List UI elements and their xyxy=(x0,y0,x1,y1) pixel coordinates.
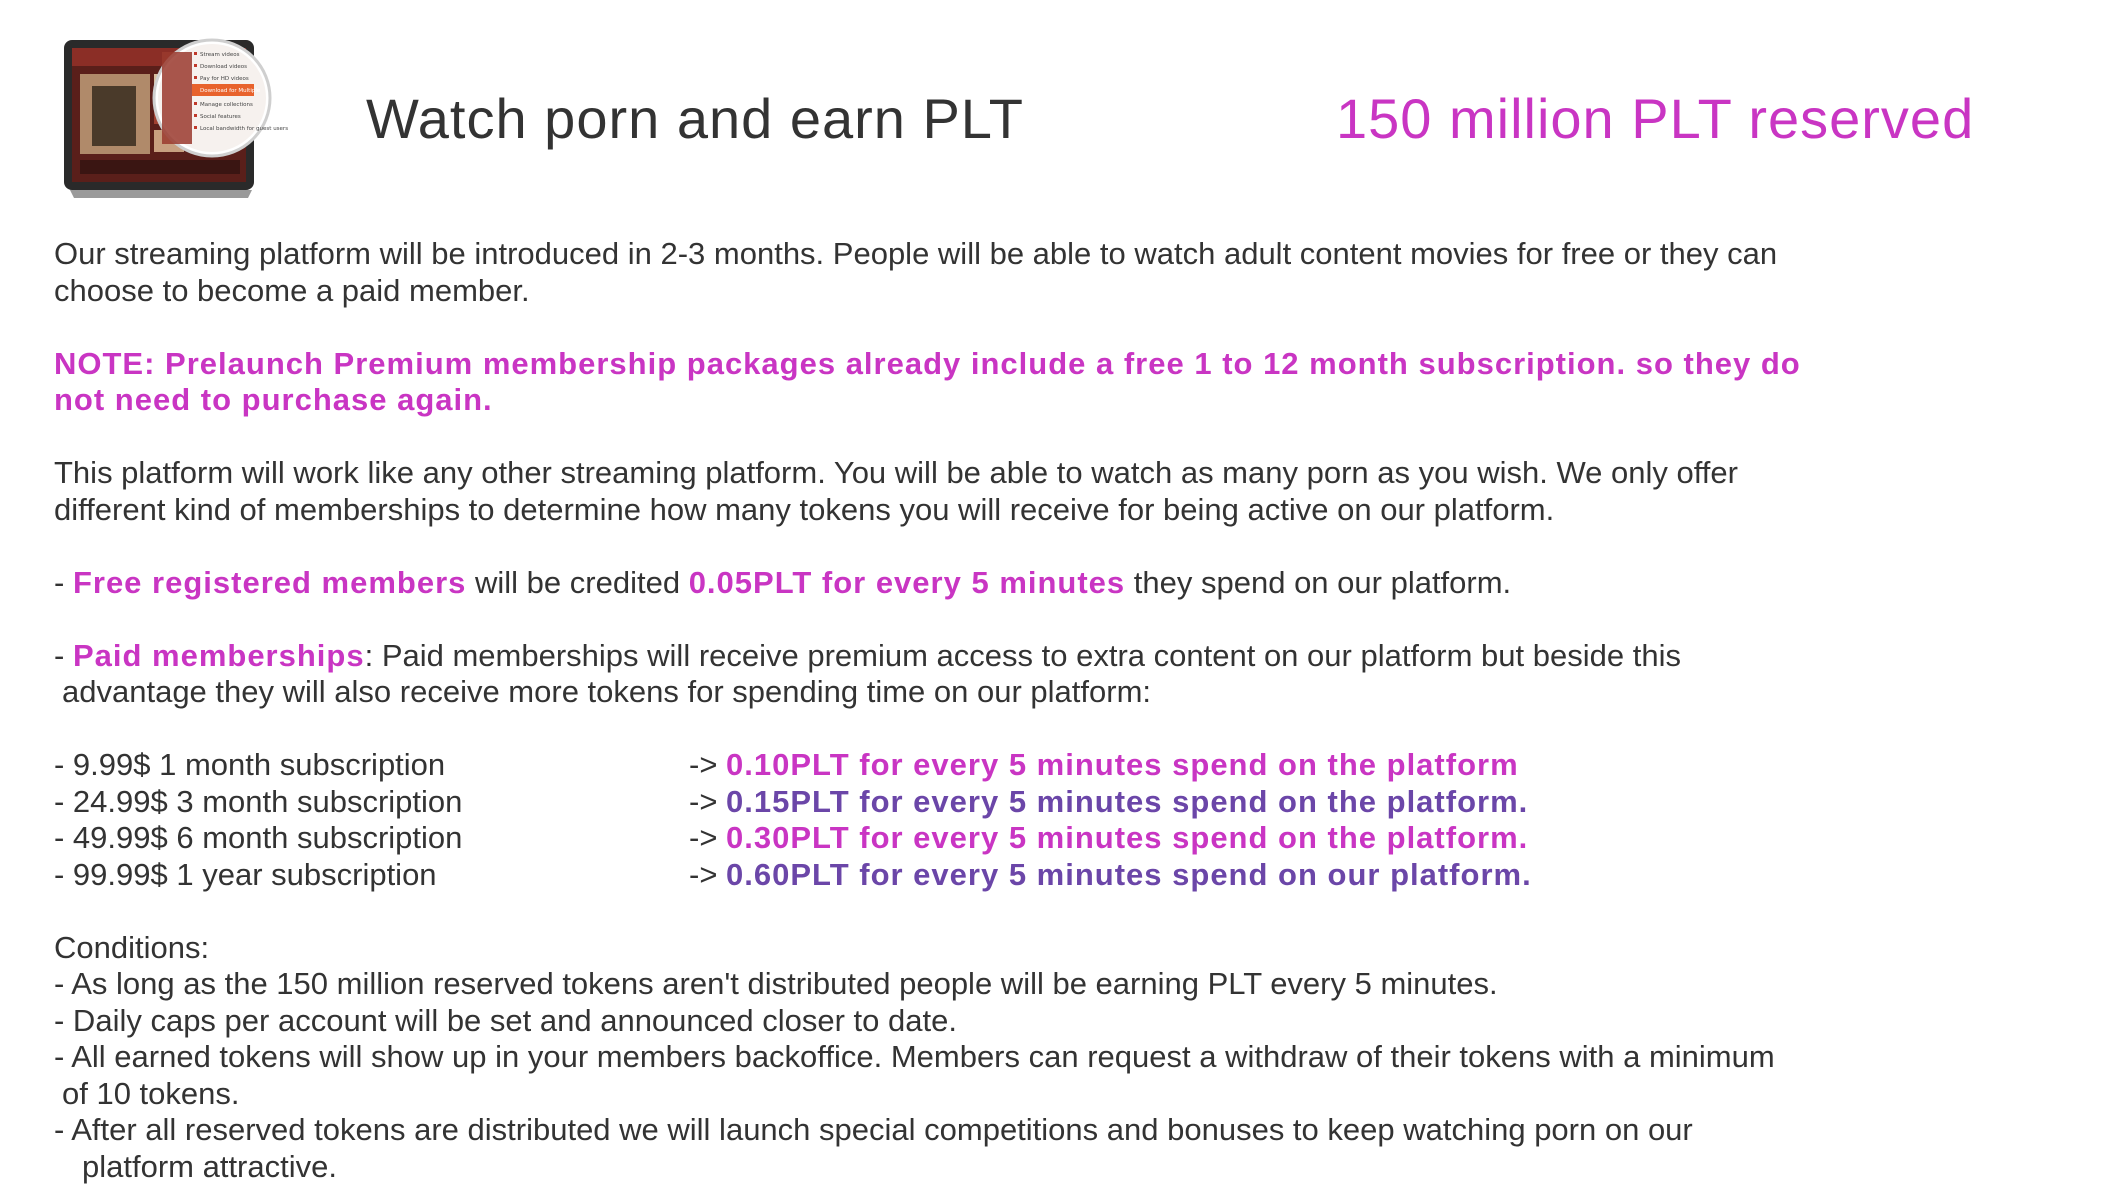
subscription-row xyxy=(54,820,2034,857)
subscription-rate-row xyxy=(689,747,1519,784)
subscription-price: - 9.99$ 1 month subscription xyxy=(54,747,446,782)
note-line: NOTE: Prelaunch Premium membership packages already include a free 1 to 12 month subscription. so they do xyxy=(54,345,1801,381)
condition-item: - All earned tokens will show up in your members backoffice. Members can request a withdraw of their tokens with a minimum xyxy=(54,1039,1775,1074)
paid-members-text: : Paid memberships will receive premium access to extra content on our platform but beside this xyxy=(364,637,1681,673)
monitor-menu-item: Manage collections xyxy=(200,102,253,108)
free-members-line xyxy=(54,565,2034,602)
condition-item: - Daily caps per account will be set and announced closer to date. xyxy=(54,1002,957,1038)
subscription-rate-row xyxy=(689,857,1532,894)
subscription-row xyxy=(54,784,2034,821)
free-members-rate: 0.05PLT for every 5 minutes xyxy=(688,564,1126,600)
bullet-prefix: - xyxy=(54,637,73,673)
note-line: not need to purchase again. xyxy=(54,382,493,417)
free-members-text: will be credited xyxy=(466,564,689,600)
condition-item: platform attractive. xyxy=(82,1148,337,1184)
free-members-highlight: Free registered members xyxy=(72,564,467,600)
arrow: -> xyxy=(689,747,727,782)
free-members-text: they spend on our platform. xyxy=(1125,564,1512,600)
subscription-rate: 0.60PLT for every 5 minutes spend on our platform. xyxy=(726,856,1532,892)
condition-item: - As long as the 150 million reserved tokens aren't distributed people will be earning PLT every 5 minutes. xyxy=(54,966,1498,1001)
monitor-menu-item: Pay for HD videos xyxy=(200,76,249,82)
monitor-menu-item: Download videos xyxy=(200,64,247,70)
condition-item: of 10 tokens. xyxy=(62,1075,240,1111)
page-title: Watch porn and earn PLT xyxy=(366,87,1025,150)
subscription-rate: 0.15PLT for every 5 minutes spend on the platform. xyxy=(726,783,1529,819)
arrow: -> xyxy=(689,856,727,892)
subscription-price: - 49.99$ 6 month subscription xyxy=(54,820,463,855)
paid-members-highlight: Paid memberships xyxy=(72,637,365,673)
intro-line: Our streaming platform will be introduced in 2-3 months. People will be able to watch adult content movies for free or they can xyxy=(54,236,1778,271)
subscription-rate-row xyxy=(689,820,1528,857)
monitor-menu-item: Stream videos xyxy=(200,52,240,58)
monitor-menu-item: Social features xyxy=(200,114,241,120)
monitor-illustration xyxy=(62,30,289,202)
subscription-rate-row xyxy=(689,784,1528,821)
monitor-menu-item: Local bandwidth for guest users xyxy=(200,126,289,132)
subscription-rate: 0.30PLT for every 5 minutes spend on the platform. xyxy=(726,820,1529,855)
paid-members-line xyxy=(54,638,2034,675)
condition-item: - After all reserved tokens are distributed we will launch special competitions and bonuses to keep watching porn on our xyxy=(54,1112,1693,1147)
header xyxy=(0,0,2108,200)
intro-line: choose to become a paid member. xyxy=(54,272,530,308)
subscription-row xyxy=(54,857,2034,894)
platform-line: different kind of memberships to determine how many tokens you will receive for being active on our platform. xyxy=(54,491,1555,527)
reserved-headline: 150 million PLT reserved xyxy=(1336,87,1975,150)
bullet-prefix: - xyxy=(54,564,73,600)
main-content xyxy=(54,236,2034,1185)
subscription-price: - 24.99$ 3 month subscription xyxy=(54,783,463,819)
monitor-menu-item: Download for Multiple xyxy=(200,88,261,94)
subscription-row xyxy=(54,747,2034,784)
subscription-rate: 0.10PLT for every 5 minutes spend on the platform xyxy=(726,747,1519,782)
platform-line: This platform will work like any other streaming platform. You will be able to watch as many porn as you wish. We only offer xyxy=(54,455,1738,490)
arrow: -> xyxy=(689,820,727,855)
subscription-price: - 99.99$ 1 year subscription xyxy=(54,856,437,892)
paid-members-line: advantage they will also receive more tokens for spending time on our platform: xyxy=(62,674,1152,709)
arrow: -> xyxy=(689,783,727,819)
conditions-heading: Conditions: xyxy=(54,929,210,965)
